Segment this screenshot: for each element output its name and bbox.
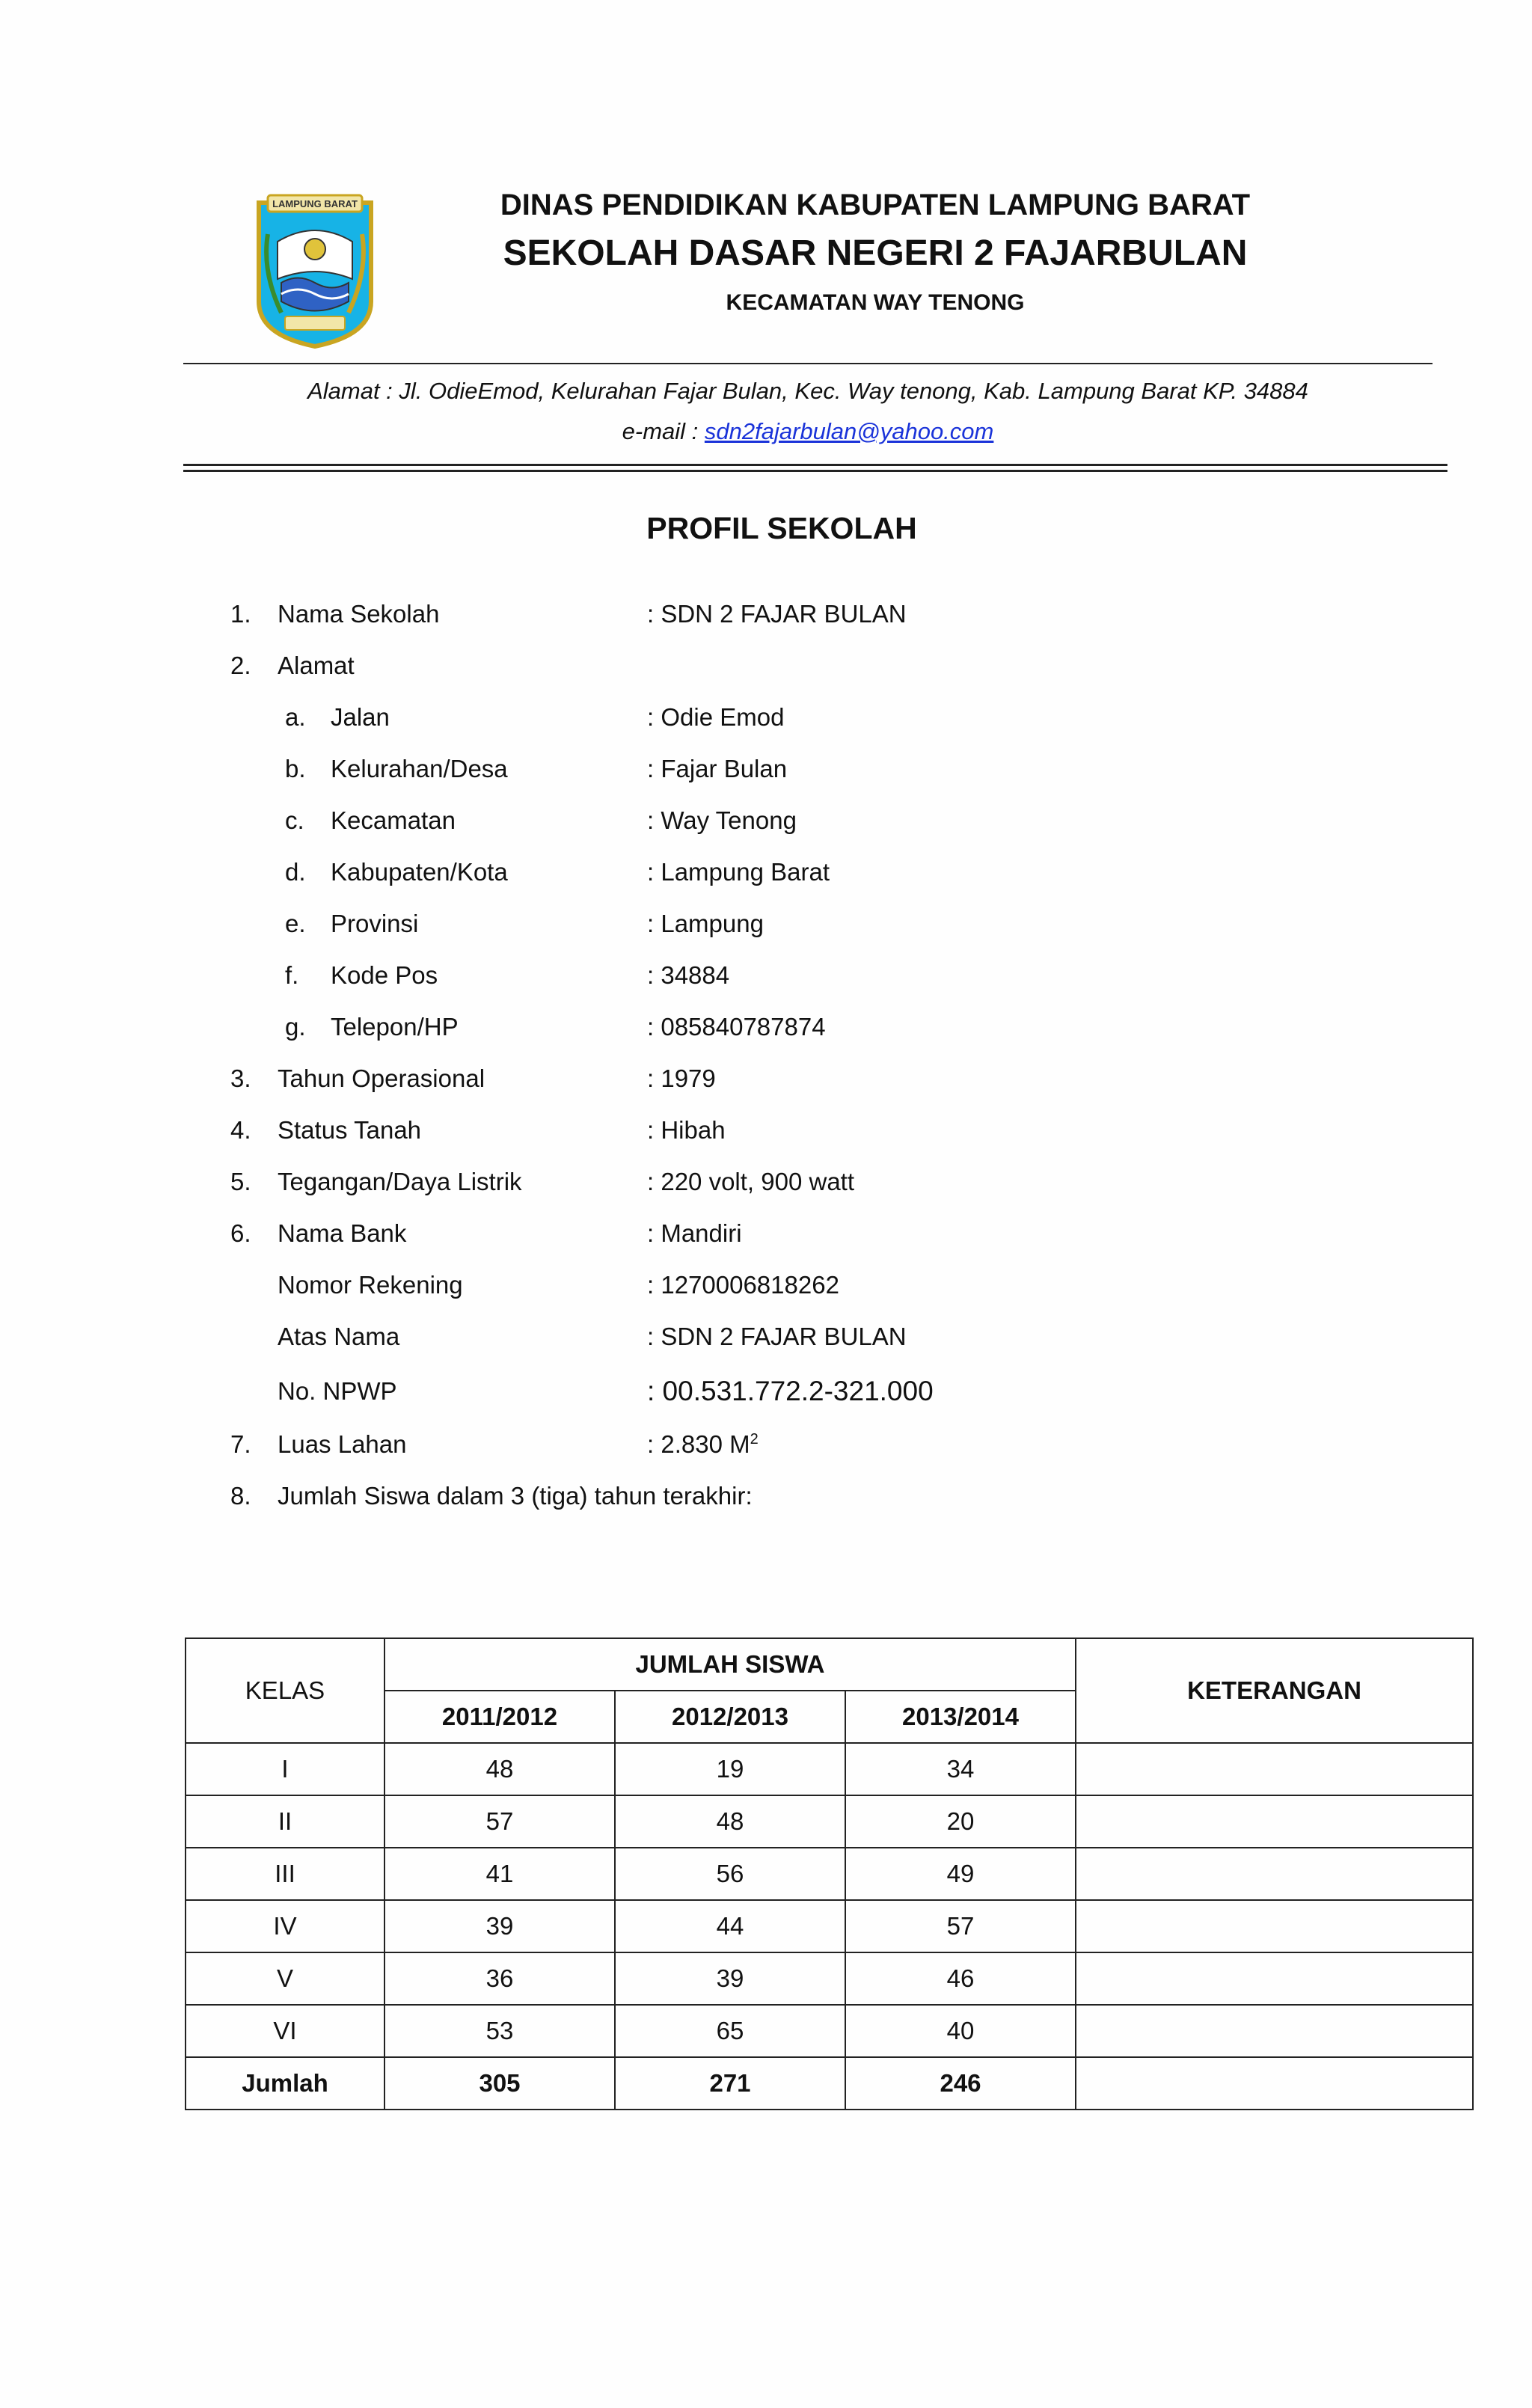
item-label: Atas Nama: [278, 1323, 400, 1350]
item-value: : SDN 2 FAJAR BULAN: [647, 600, 907, 628]
cell-count: 48: [384, 1743, 615, 1795]
cell-count: 56: [615, 1848, 845, 1900]
item-label: Nama Sekolah: [278, 600, 440, 628]
item-value: : Mandiri: [647, 1219, 742, 1247]
header-double-rule-top: [183, 464, 1447, 466]
table-row: [186, 2005, 1473, 2057]
superscript-squared: 2: [750, 1431, 759, 1447]
table-header-row: [186, 1638, 1473, 1691]
table-row: [186, 1795, 1473, 1848]
header-school-name: SEKOLAH DASAR NEGERI 2 FAJARBULAN: [503, 233, 1248, 273]
cell-keterangan: [1076, 1848, 1473, 1900]
cell-count: 36: [384, 1952, 615, 2005]
table-row: [186, 1900, 1473, 1952]
item-value: : Hibah: [647, 1116, 726, 1144]
header-jumlah-siswa: JUMLAH SISWA: [384, 1638, 1076, 1691]
cell-count: 20: [845, 1795, 1076, 1848]
item-value: : 1979: [647, 1064, 716, 1092]
item-number: 7.: [230, 1430, 251, 1458]
header-agency: DINAS PENDIDIKAN KABUPATEN LAMPUNG BARAT: [500, 189, 1251, 221]
cell-count: 39: [384, 1900, 615, 1952]
cell-total-label: Jumlah: [186, 2057, 384, 2110]
cell-count: 19: [615, 1743, 845, 1795]
table-row: [186, 1848, 1473, 1900]
cell-count: 39: [615, 1952, 845, 2005]
item-value: : Odie Emod: [647, 703, 785, 731]
sub-item-label: Kabupaten/Kota: [331, 858, 508, 886]
cell-count: 34: [845, 1743, 1076, 1795]
item-value: : Lampung: [647, 910, 764, 937]
item-label: Tahun Operasional: [278, 1064, 485, 1092]
sub-item-label: Telepon/HP: [331, 1013, 459, 1041]
sub-item-letter: b.: [285, 755, 306, 782]
item-label: Nomor Rekening: [278, 1271, 463, 1299]
cell-kelas: I: [186, 1743, 384, 1795]
table-row: [186, 1952, 1473, 2005]
kabupaten-lampung-barat-logo: [251, 189, 379, 349]
item-value: : Fajar Bulan: [647, 755, 788, 782]
table-total-row: [186, 2057, 1473, 2110]
sub-item-letter: d.: [285, 858, 306, 886]
cell-count: 49: [845, 1848, 1076, 1900]
student-count-table: [185, 1637, 1474, 2110]
cell-count: 41: [384, 1848, 615, 1900]
sub-item-letter: a.: [285, 703, 306, 731]
email-link[interactable]: sdn2fajarbulan@yahoo.com: [704, 418, 994, 444]
cell-kelas: V: [186, 1952, 384, 2005]
sub-item-letter: e.: [285, 910, 306, 937]
cell-count: 48: [615, 1795, 845, 1848]
header-year: 2012/2013: [615, 1691, 845, 1743]
cell-kelas: VI: [186, 2005, 384, 2057]
sub-item-label: Jalan: [331, 703, 390, 731]
item-number: 4.: [230, 1116, 251, 1144]
header-keterangan: KETERANGAN: [1076, 1638, 1473, 1743]
table-row: [186, 1743, 1473, 1795]
header-year: 2013/2014: [845, 1691, 1076, 1743]
sub-item-letter: g.: [285, 1013, 306, 1041]
item-label: Alamat: [278, 652, 355, 679]
cell-count: 65: [615, 2005, 845, 2057]
item-value: : 085840787874: [647, 1013, 826, 1041]
item-label: Status Tanah: [278, 1116, 422, 1144]
cell-keterangan: [1076, 1900, 1473, 1952]
item-value: : 1270006818262: [647, 1271, 839, 1299]
cell-total: 271: [615, 2057, 845, 2110]
sub-item-label: Kode Pos: [331, 961, 438, 989]
cell-count: 40: [845, 2005, 1076, 2057]
cell-keterangan: [1076, 2005, 1473, 2057]
item-label: Jumlah Siswa dalam 3 (tiga) tahun terakhir:: [278, 1482, 753, 1510]
cell-count: 44: [615, 1900, 845, 1952]
header-kelas: KELAS: [186, 1638, 384, 1743]
sub-item-label: Kecamatan: [331, 806, 456, 834]
item-value: : 220 volt, 900 watt: [647, 1168, 855, 1195]
cell-count: 57: [384, 1795, 615, 1848]
cell-kelas: III: [186, 1848, 384, 1900]
luas-value: : 2.830 M: [647, 1430, 750, 1458]
item-label: Tegangan/Daya Listrik: [278, 1168, 522, 1195]
header-year: 2011/2012: [384, 1691, 615, 1743]
header-address: Alamat : Jl. OdieEmod, Kelurahan Fajar Bulan, Kec. Way tenong, Kab. Lampung Barat KP. 34884: [307, 378, 1308, 404]
item-value: : Way Tenong: [647, 806, 797, 834]
page-title: PROFIL SEKOLAH: [646, 511, 917, 545]
item-value: : SDN 2 FAJAR BULAN: [647, 1323, 907, 1350]
header-divider: [183, 363, 1433, 364]
item-label: No. NPWP: [278, 1377, 397, 1405]
item-label: Nama Bank: [278, 1219, 407, 1247]
item-value: : Lampung Barat: [647, 858, 830, 886]
cell-count: 53: [384, 2005, 615, 2057]
item-value: : 34884: [647, 961, 730, 989]
header-double-rule-bottom: [183, 470, 1447, 472]
cell-kelas: II: [186, 1795, 384, 1848]
item-value: : 00.531.772.2-321.000: [647, 1376, 934, 1406]
cell-count: 57: [845, 1900, 1076, 1952]
item-number: 8.: [230, 1482, 251, 1510]
item-number: 1.: [230, 600, 251, 628]
logo-banner-text: LAMPUNG BARAT: [272, 198, 358, 209]
header-district: KECAMATAN WAY TENONG: [726, 290, 1025, 315]
header-email-line: [183, 418, 1433, 445]
item-number: 6.: [230, 1219, 251, 1247]
email-label: e-mail :: [622, 418, 705, 444]
sub-item-letter: f.: [285, 961, 299, 989]
item-number: 5.: [230, 1168, 251, 1195]
item-label: Luas Lahan: [278, 1430, 407, 1458]
cell-keterangan: [1076, 2057, 1473, 2110]
sub-item-letter: c.: [285, 806, 304, 834]
cell-count: 46: [845, 1952, 1076, 2005]
cell-total: 246: [845, 2057, 1076, 2110]
item-value: [647, 1426, 759, 1463]
sub-item-label: Kelurahan/Desa: [331, 755, 508, 782]
cell-keterangan: [1076, 1952, 1473, 2005]
cell-keterangan: [1076, 1795, 1473, 1848]
item-number: 3.: [230, 1064, 251, 1092]
sub-item-label: Provinsi: [331, 910, 419, 937]
cell-keterangan: [1076, 1743, 1473, 1795]
item-number: 2.: [230, 652, 251, 679]
cell-total: 305: [384, 2057, 615, 2110]
cell-kelas: IV: [186, 1900, 384, 1952]
